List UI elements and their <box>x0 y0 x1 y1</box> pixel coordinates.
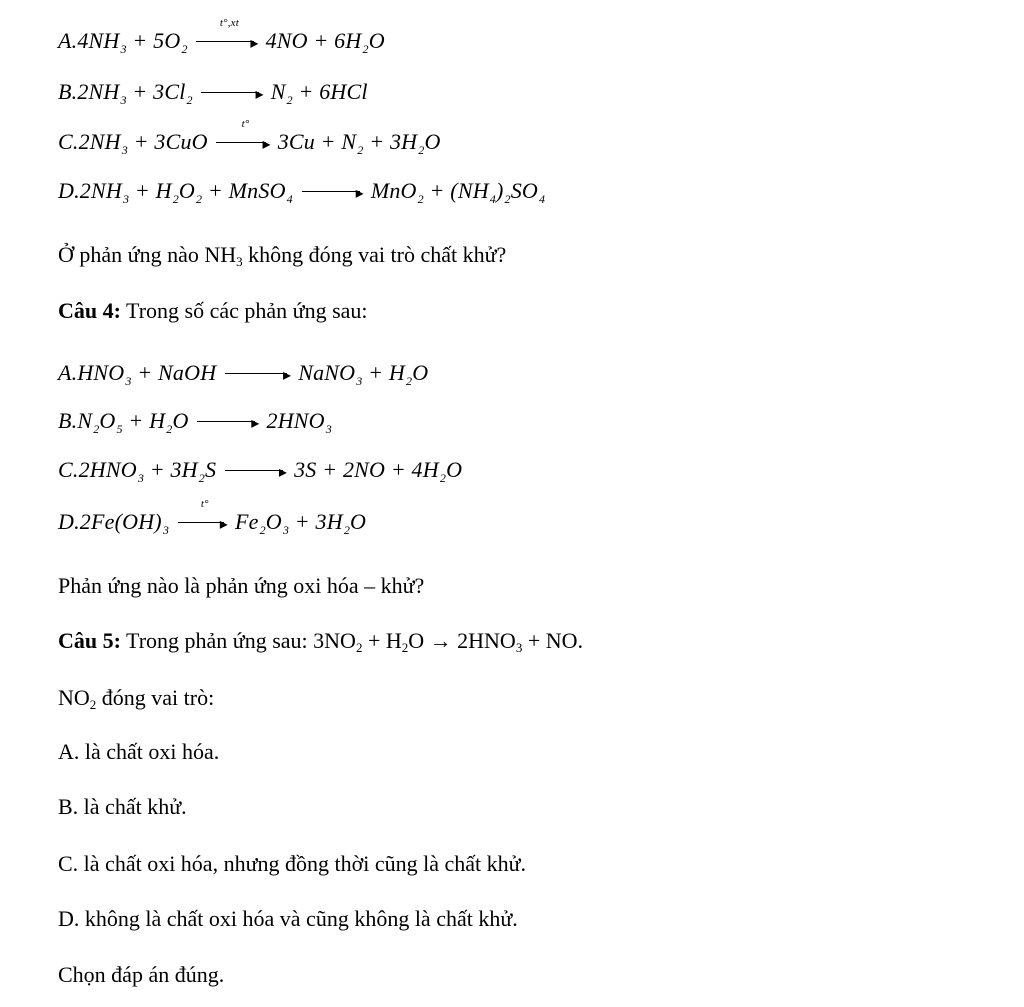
reaction-arrow: ▸ <box>197 410 263 432</box>
q4-reaction-d: $D.2Fe(OH)_3$ t° ▸ $Fe_2O_3 + 3H_2O$ <box>58 498 367 537</box>
q3-question: Ở phản ứng nào $NH_3$ không đóng vai trò chất khử? <box>58 242 507 269</box>
q5-prompt: Chọn đáp án đúng. <box>58 962 225 987</box>
q4-reaction-c: $C.2HNO_3 + 3H_2S$ ▸ $3S + 2NO + 4H_2O$ <box>58 457 463 485</box>
q5-heading: Câu 5: Trong phản ứng sau: $3NO_2 + H_2O \to 2HNO_3$ + NO. <box>58 628 583 655</box>
q5-option-b: B. là chất khử. <box>58 794 187 819</box>
reaction-arrow: ▸ <box>302 180 368 202</box>
reaction-arrow: ▸ <box>225 362 295 384</box>
q3-reaction-a: $A.4NH_3 + 5O_2$ t°,xt ▸ $4NO + 6H_2O$ <box>58 17 385 56</box>
q4-question: Phản ứng nào là phản ứng oxi hóa – khử? <box>58 573 425 598</box>
reaction-arrow: ▸ <box>225 459 291 481</box>
q5-option-a: A. là chất oxi hóa. <box>58 739 220 764</box>
q4-reaction-a: $A.HNO_3$ + NaOH ▸ NaNO$_3$ + $H_2O$ <box>58 360 429 388</box>
q3-reaction-c: $C.2NH_3 + 3CuO$ t° ▸ $3Cu + N_2 + 3H_2O$ <box>58 118 441 157</box>
q4-reaction-b: $B.N_2O_5 + H_2O$ ▸ $2HNO_3$ <box>58 408 332 436</box>
reaction-arrow: t° ▸ <box>178 511 232 533</box>
q5-option-c: C. là chất oxi hóa, nhưng đồng thời cũng là chất khử. <box>58 851 527 876</box>
q3-reaction-d: $D.2NH_3 + H_2O_2$ + MnSO$_4$ ▸ $MnO_2 + (NH_4)_2SO_4$ <box>58 178 546 206</box>
q3-reaction-b: $B.2NH_3 + 3Cl_2$ ▸ $N_2 + 6HCl$ <box>58 79 368 107</box>
q5-option-d: D. không là chất oxi hóa và cũng không là chất khử. <box>58 906 518 931</box>
q4-heading: Câu 4: Trong số các phản ứng sau: <box>58 298 368 323</box>
q5-role: $NO_2$ đóng vai trò: <box>58 685 215 712</box>
reaction-arrow: t° ▸ <box>216 131 274 153</box>
reaction-arrow: t°,xt ▸ <box>196 30 262 52</box>
reaction-arrow: ▸ <box>201 81 267 103</box>
